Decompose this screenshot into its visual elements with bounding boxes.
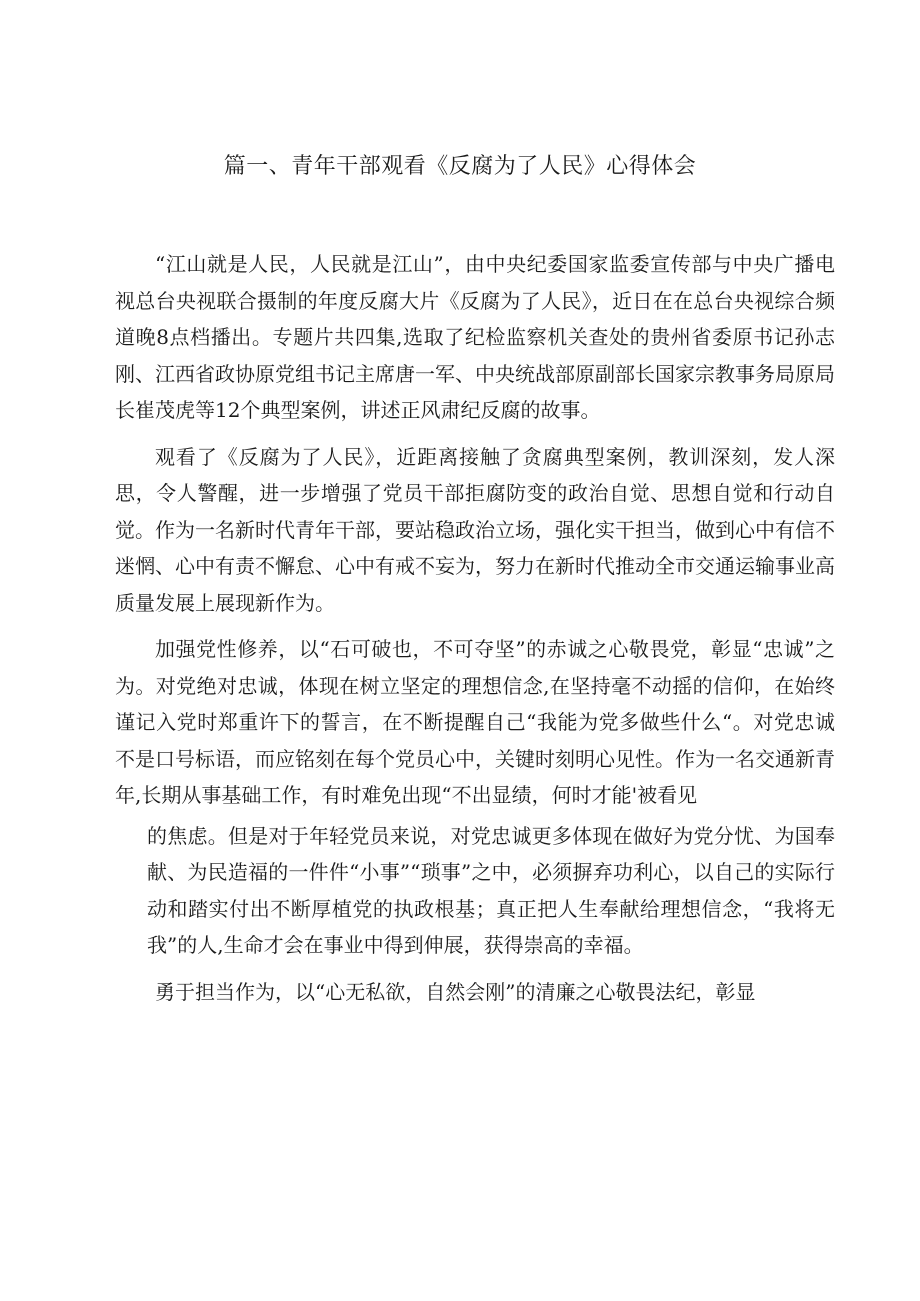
- paragraph-4: 勇于担当作为，以“心无私欲，自然会刚”的清廉之心敬畏法纪，彰显: [155, 979, 756, 1004]
- document-body: [115, 246, 835, 1010]
- paragraph-2: 观看了《反腐为了人民》，近距离接触了贪腐典型案例，教训深刻，发人深思，令人警醒，进一步增强了党员干部拒腐防变的政治自觉、思想自觉和行动自觉。作为一名新时代青年干部，要站稳政治立场，强化实干担当，做到心中有信不迷惘、心中有责不懈怠、心中有戒不妄为，努力在新时代推动全市交通运输事业高质量发展上展现新作为。: [115, 444, 835, 615]
- paragraph-3-continuation: 的焦虑。但是对于年轻党员来说，对党忠诚更多体现在做好为党分忧、为国奉献、为民造福的一件件“小事”“琐事”之中，必须摒弃功利心，以自己的实际行动和踏实付出不断厚植党的执政根基；真正把人生奉献给理想信念，“我将无我”的人,生命才会在事业中得到伸展，获得崇高的幸福。: [147, 823, 835, 957]
- document-title: 篇一、青年干部观看《反腐为了人民》心得体会: [223, 154, 697, 179]
- paragraph-3: 加强党性修养，以“石可破也，不可夺坚”的赤诚之心敬畏党，彰显“忠诚”之为。对党绝对忠诚，体现在树立坚定的理想信念,在坚持毫不动摇的信仰，在始终谨记入党时郑重许下的誓言，在不断提醒自己“我能为党多做些什么“。对党忠诚不是口号标语，而应铭刻在每个党员心中，关键时刻明心见性。作为一名交通新青年,长期从事基础工作，有时难免出现“不出显绩，何时才能'被看见: [115, 637, 835, 807]
- paragraph-1: “江山就是人民，人民就是江山”，由中央纪委国家监委宣传部与中央广播电视总台央视联合摄制的年度反腐大片《反腐为了人民》，近日在在总台央视综合频道晚8点档播出。专题片共四集,选取了纪检监察机关查处的贵州省委原书记孙志刚、江西省政协原党组书记主席唐一军、中央统战部原副部长国家宗教事务局原局长崔茂虎等12个典型案例，讲述正风肃纪反腐的故事。: [115, 252, 835, 422]
